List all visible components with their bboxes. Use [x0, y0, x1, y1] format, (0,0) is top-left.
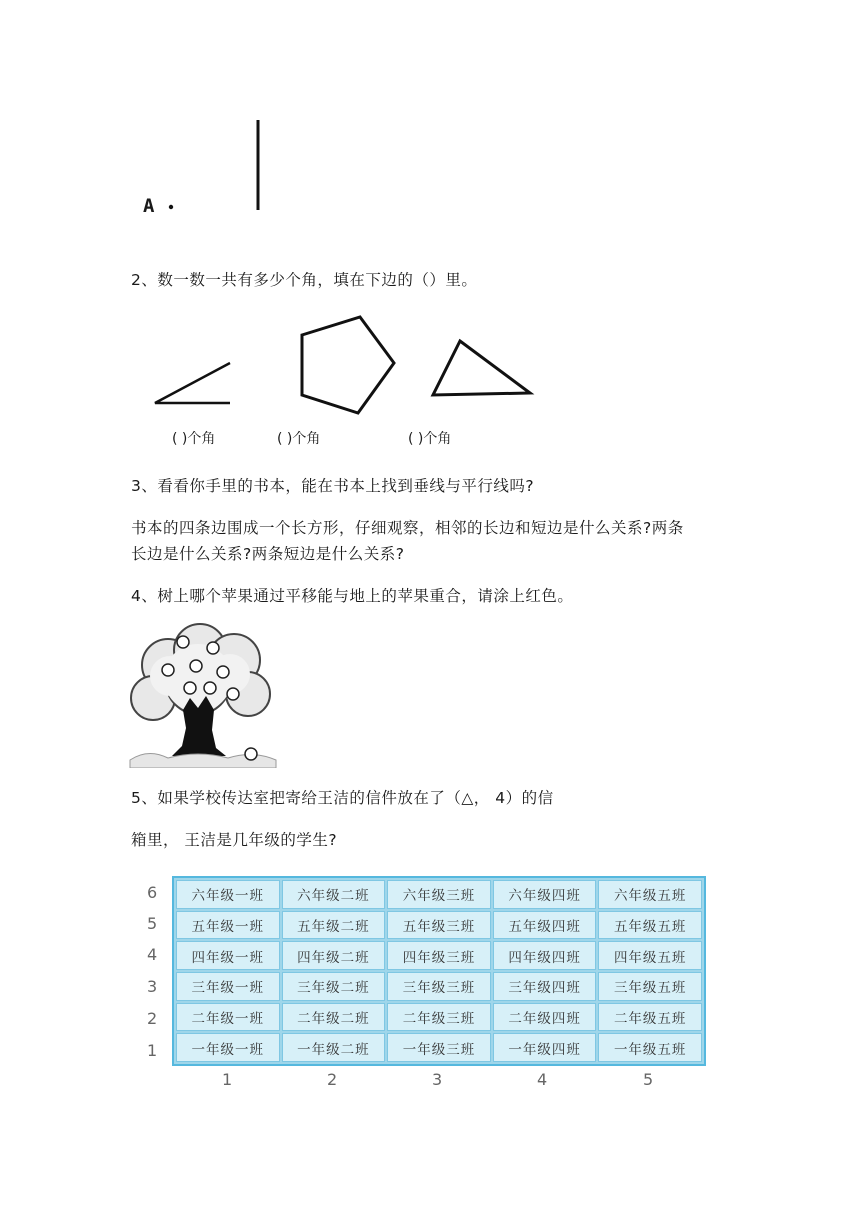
row-label: 3	[147, 977, 158, 996]
grid-cell: 三年级三班	[387, 972, 491, 1001]
grid-cell: 五年级五班	[598, 911, 702, 940]
triangle-figure	[433, 341, 530, 395]
grid-cell: 五年级三班	[387, 911, 491, 940]
grid-cell: 五年级二班	[282, 911, 386, 940]
grid-cell: 一年级四班	[493, 1033, 597, 1062]
column-label: 5	[643, 1070, 654, 1089]
grid-cell: 二年级四班	[493, 1003, 597, 1032]
question-5-line-1: 5、如果学校传达室把寄给王洁的信件放在了（△， 4）的信	[131, 789, 554, 807]
grid-cell: 二年级二班	[282, 1003, 386, 1032]
grid-cell: 四年级二班	[282, 941, 386, 970]
question-5-line-2: 箱里， 王洁是几年级的学生?	[131, 831, 338, 849]
pentagon-figure	[302, 317, 394, 413]
row-label: 4	[147, 945, 158, 964]
grid-cell: 二年级五班	[598, 1003, 702, 1032]
point-a-dot	[169, 205, 173, 209]
grid-cell: 三年级五班	[598, 972, 702, 1001]
row-label: 5	[147, 914, 158, 933]
grid-cell: 三年级四班	[493, 972, 597, 1001]
row-label: 1	[147, 1041, 158, 1060]
grid-cell: 四年级四班	[493, 941, 597, 970]
grid-cell: 五年级一班	[176, 911, 280, 940]
grid-cell: 六年级三班	[387, 880, 491, 909]
point-line-diagram	[140, 115, 280, 225]
figure-point-line	[140, 115, 280, 225]
row-label: 6	[147, 883, 158, 902]
grid-cell: 六年级五班	[598, 880, 702, 909]
ground-apple	[245, 748, 257, 760]
question-4: 4、树上哪个苹果通过平移能与地上的苹果重合，请涂上红色。	[131, 587, 574, 605]
angle-figure	[155, 363, 230, 403]
question-3-paragraph-line-2: 长边是什么关系?两条短边是什么关系?	[131, 545, 405, 563]
row-label: 2	[147, 1009, 158, 1028]
apple-tree-picture	[128, 620, 278, 768]
column-label: 1	[222, 1070, 233, 1089]
angle-lines	[155, 363, 230, 403]
angle-figures	[140, 305, 560, 425]
column-label: 4	[537, 1070, 548, 1089]
grid-cell: 一年级一班	[176, 1033, 280, 1062]
point-a-label: A	[143, 195, 155, 217]
question-3-paragraph-line-1: 书本的四条边围成一个长方形，仔细观察，相邻的长边和短边是什么关系?两条	[131, 519, 684, 537]
column-label: 2	[327, 1070, 338, 1089]
question-3: 3、看看你手里的书本，能在书本上找到垂线与平行线吗?	[131, 477, 535, 495]
grid-cell: 二年级三班	[387, 1003, 491, 1032]
blank-1[interactable]: ( )个角	[172, 431, 216, 447]
pentagon-shape	[302, 317, 394, 413]
grid-cell: 一年级三班	[387, 1033, 491, 1062]
grid-cell: 三年级一班	[176, 972, 280, 1001]
blank-2[interactable]: ( )个角	[277, 431, 321, 447]
grid-cell: 一年级五班	[598, 1033, 702, 1062]
grid-cell: 一年级二班	[282, 1033, 386, 1062]
grid-cell: 三年级二班	[282, 972, 386, 1001]
column-label: 3	[432, 1070, 443, 1089]
grid-cell: 六年级二班	[282, 880, 386, 909]
class-grid-table	[172, 876, 706, 1066]
grid-cell: 六年级一班	[176, 880, 280, 909]
grid-cell: 六年级四班	[493, 880, 597, 909]
grid-cell: 四年级三班	[387, 941, 491, 970]
grid-cell: 五年级四班	[493, 911, 597, 940]
question-2: 2、数一数一共有多少个角，填在下边的（）里。	[131, 271, 478, 289]
grid-cell: 二年级一班	[176, 1003, 280, 1032]
grid-cell: 四年级一班	[176, 941, 280, 970]
triangle-shape	[433, 341, 530, 395]
blank-3[interactable]: ( )个角	[408, 431, 452, 447]
grid-cell: 四年级五班	[598, 941, 702, 970]
